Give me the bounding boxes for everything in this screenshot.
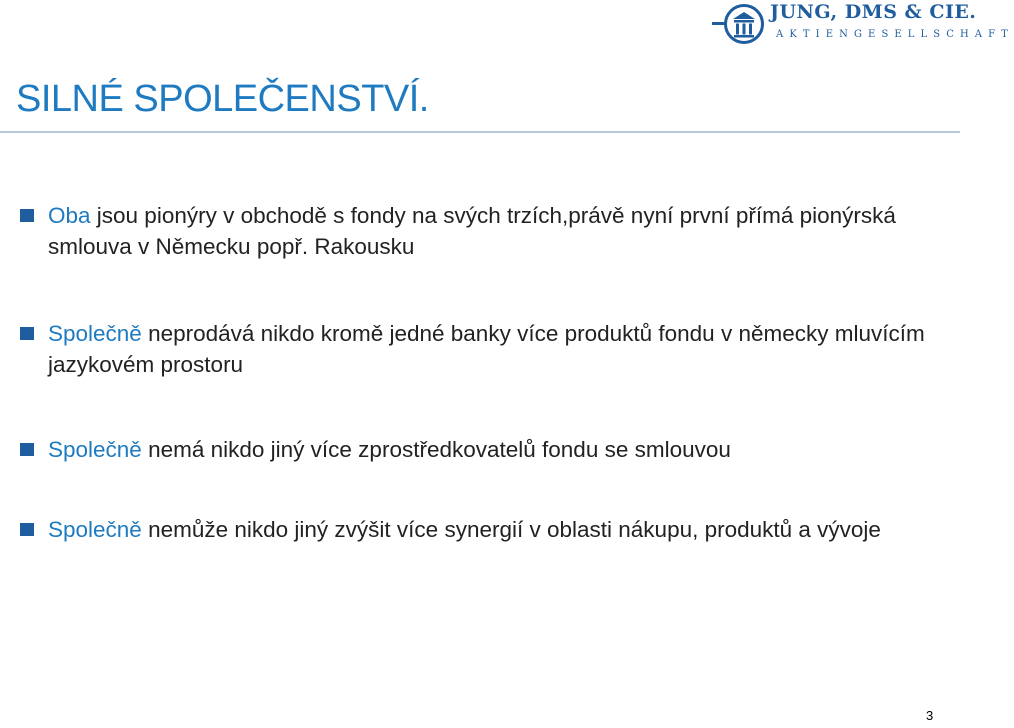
brand-name: JUNG, DMS & CIE. bbox=[770, 1, 977, 23]
square-bullet-icon bbox=[20, 523, 34, 536]
bullet-lead-word: Společně bbox=[48, 437, 142, 462]
bullet-text bbox=[48, 318, 940, 380]
page-number: 3 bbox=[926, 708, 934, 723]
bullet-text bbox=[48, 514, 940, 545]
slide-title: SILNÉ SPOLEČENSTVÍ. bbox=[16, 78, 429, 120]
square-bullet-icon bbox=[20, 443, 34, 456]
bullet-body: nemá nikdo jiný více zprostředkovatelů fondu se smlouvou bbox=[141, 437, 731, 462]
square-bullet-icon bbox=[20, 209, 34, 222]
bullet-body: neprodává nikdo kromě jedné banky více produktů fondu v německy mluvícím jazykovém prostoru bbox=[48, 321, 925, 377]
square-bullet-icon bbox=[20, 327, 34, 340]
title-divider bbox=[0, 131, 960, 133]
bullet-body: jsou pionýry v obchodě s fondy na svých trzích,právě nyní první přímá pionýrská smlouva v Německu popř. Rakousku bbox=[48, 203, 896, 259]
building-pillars-logo-icon bbox=[724, 4, 764, 44]
bullet-lead-word: Společně bbox=[48, 321, 142, 346]
bullet-body: nemůže nikdo jiný zvýšit více synergií v oblasti nákupu, produktů a vývoje bbox=[141, 517, 881, 542]
bullet-text bbox=[48, 434, 940, 465]
bullet-lead-word: Společně bbox=[48, 517, 142, 542]
bullet-text bbox=[48, 200, 940, 262]
header bbox=[0, 0, 1014, 60]
brand-subtitle: AKTIENGESELLSCHAFT bbox=[776, 29, 1014, 40]
bullet-lead-word: Oba bbox=[48, 203, 91, 228]
